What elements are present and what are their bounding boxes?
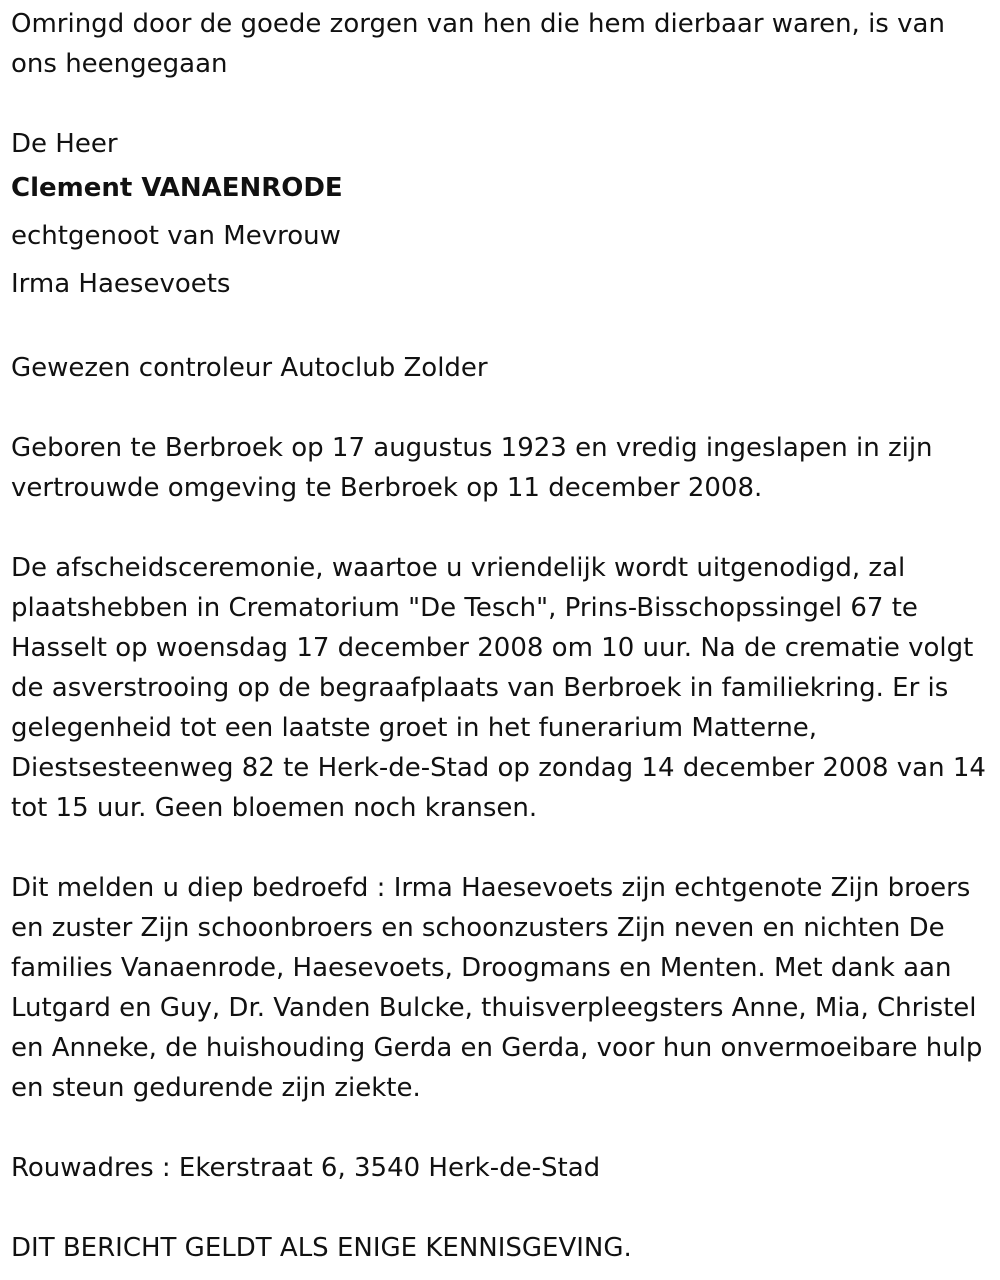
spacer bbox=[11, 308, 992, 348]
spacer bbox=[11, 388, 992, 428]
birth-death-text: Geboren te Berbroek op 17 augustus 1923 en vredig ingeslapen in zijn vertrouwde omgeving te Berbroek op 11 december 2008. bbox=[11, 433, 933, 503]
family-text: Dit melden u diep bedroefd : Irma Haesevoets zijn echtgenote Zijn broers en zuster Zijn schoonbroers en schoonzusters Zijn neven en nichten De families Vanaenrode, Haesevoets, Droogmans en Menten. Met dank aan Lutgard en Guy, Dr. Vanden Bulcke, thuisverpleegsters Anne, Mia, Christel en Anneke, de huishouding Gerda en Gerda, voor hun onvermoeibare hulp en steun gedurende zijn ziekte. bbox=[11, 873, 983, 1103]
honorific: De Heer bbox=[11, 129, 118, 159]
ceremony-text: De afscheidsceremonie, waartoe u vriendelijk wordt uitgenodigd, zal plaatshebben in Crematorium "De Tesch", Prins-Bisschopssingel 67 te Hasselt op woensdag 17 december 2008 om 10 uur. Na de crematie volgt de asverstrooing op de begraafplaats van Berbroek in familiekring. Er is gelegenheid tot een laatste groet in het funerarium Matterne, Diestsesteenweg 82 te Herk-de-Stad op zondag 14 december 2008 van 14 tot 15 uur. Geen bloemen noch kransen. bbox=[11, 553, 986, 823]
intro-text: Omringd door de goede zorgen van hen die hem dierbaar waren, is van ons heengegaan bbox=[11, 9, 945, 79]
spouse-label: echtgenoot van Mevrouw bbox=[11, 221, 341, 251]
spacer bbox=[11, 1188, 992, 1228]
spacer bbox=[11, 84, 992, 124]
spouse-name: Irma Haesevoets bbox=[11, 269, 231, 299]
occupation-text: Gewezen controleur Autoclub Zolder bbox=[11, 353, 488, 383]
mourning-address: Rouwadres : Ekerstraat 6, 3540 Herk-de-Stad bbox=[11, 1153, 601, 1183]
deceased-name: Clement VANAENRODE bbox=[11, 173, 343, 203]
spacer bbox=[11, 828, 992, 868]
spacer bbox=[11, 1108, 992, 1148]
spacer bbox=[11, 508, 992, 548]
closing-statement: DIT BERICHT GELDT ALS ENIGE KENNISGEVING. bbox=[11, 1233, 632, 1263]
